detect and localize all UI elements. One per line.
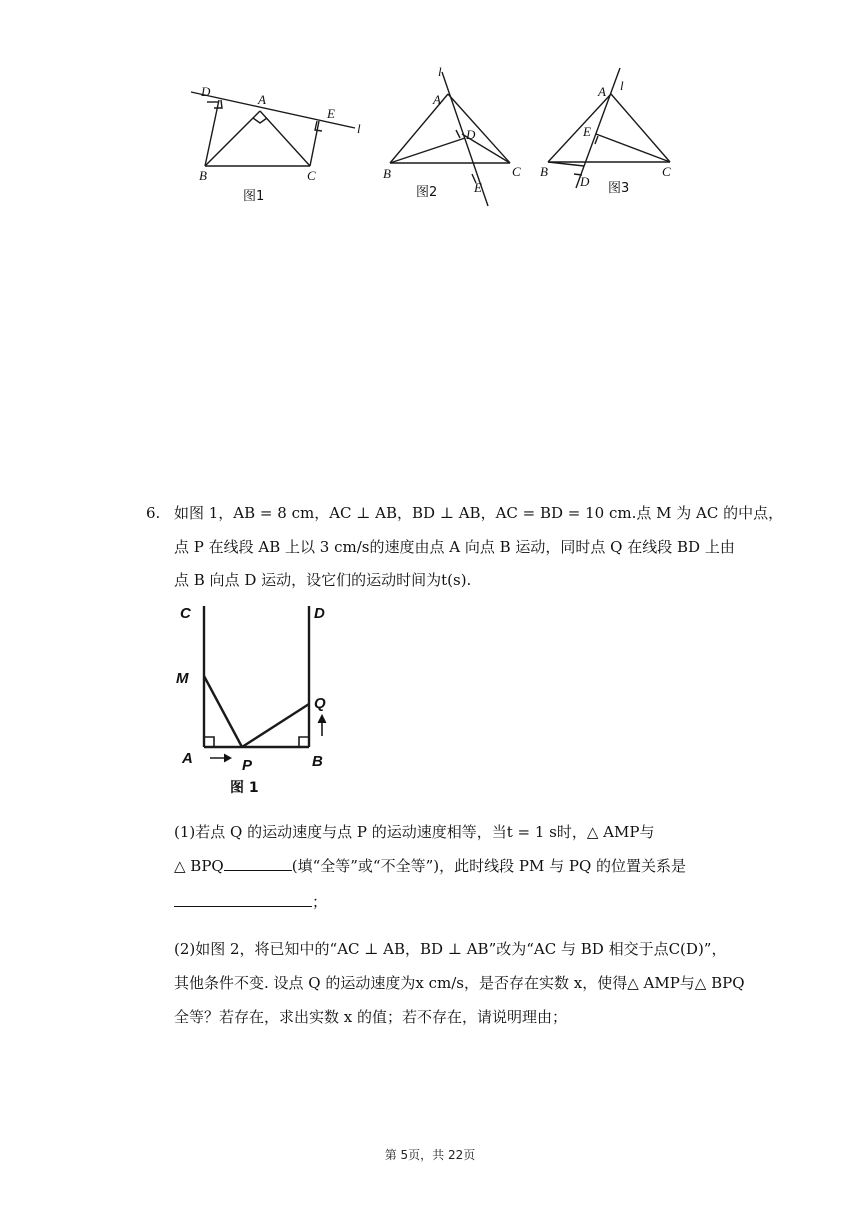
problem-number: 6. (146, 504, 161, 522)
part1-line-2-suffix: (填“全等”或“不全等”)，此时线段 PM 与 PQ 的位置关系是 (291, 857, 687, 875)
fig3-label-l: l (620, 78, 624, 93)
fig3-label-a: A (598, 84, 606, 99)
part2-line-2: 其他条件不变. 设点 Q 的运动速度为x cm/s，是否存在实数 x，使得△ AMP与△ BPQ (174, 974, 745, 992)
part1-line-2-prefix: △ BPQ (174, 857, 224, 875)
fig3-caption: 图3 (608, 181, 630, 196)
part1-line-3 (174, 892, 327, 912)
fig1-label-a: A (258, 92, 266, 107)
part2-line-3: 全等？若存在，求出实数 x 的值；若不存在，请说明理由； (174, 1008, 567, 1026)
fig-label-d: D (314, 605, 325, 622)
problem-intro-line-2: 点 P 在线段 AB 上以 3 cm/s的速度由点 A 向点 B 运动，同时点 Q 在线段 BD 上由 (174, 538, 735, 556)
answer-blank-2[interactable] (174, 892, 312, 907)
fig3-label-b: B (540, 164, 548, 179)
fig1-caption: 图1 (243, 189, 265, 204)
fig2-caption: 图2 (416, 185, 438, 200)
figure-3-top (538, 66, 683, 206)
fig-label-a: A (182, 750, 193, 767)
fig-label-c: C (180, 605, 191, 622)
page-footer: 第 5页，共 22页 (384, 1148, 476, 1162)
fig2-label-l: l (438, 64, 442, 79)
problem-intro-line-3: 点 B 向点 D 运动，设它们的运动时间为t(s). (174, 571, 472, 589)
figure-1-top (185, 78, 370, 208)
fig2-label-a: A (433, 92, 441, 107)
fig1-label-e: E (327, 106, 335, 121)
fig2-label-b: B (383, 166, 391, 181)
fig2-label-c: C (512, 164, 521, 179)
fig-label-b: B (312, 753, 323, 770)
problem-intro-line-1: 如图 1，AB = 8 cm，AC ⊥ AB，BD ⊥ AB，AC = BD = 10 cm.点 M 为 AC 的中点， (174, 504, 784, 522)
fig-label-m: M (176, 670, 189, 687)
answer-blank-1[interactable] (224, 856, 292, 871)
fig1-label-l: l (357, 121, 361, 136)
fig3-label-e: E (583, 124, 591, 139)
part1-line-1: (1)若点 Q 的运动速度与点 P 的运动速度相等，当t = 1 s时，△ AMP与 (174, 823, 655, 841)
fig2-label-d: D (466, 127, 476, 142)
fig-label-q: Q (314, 695, 326, 712)
fig1-label-d: D (201, 84, 211, 99)
fig2-label-e: E (474, 180, 482, 195)
fig3-label-d: D (580, 174, 590, 189)
fig-label-p: P (242, 757, 253, 774)
fig1-label-b: B (199, 168, 207, 183)
fig3-label-c: C (662, 164, 671, 179)
figure-2-top (380, 66, 530, 211)
part1-line-2 (174, 856, 686, 876)
fig-caption: 图 1 (230, 780, 259, 796)
part1-line-3-suffix: ； (312, 893, 328, 911)
part2-line-1: (2)如图 2，将已知中的“AC ⊥ AB，BD ⊥ AB”改为“AC 与 BD 相交于点C(D)”， (174, 940, 727, 958)
fig1-label-c: C (307, 168, 316, 183)
problem6-figure-1 (170, 596, 340, 801)
